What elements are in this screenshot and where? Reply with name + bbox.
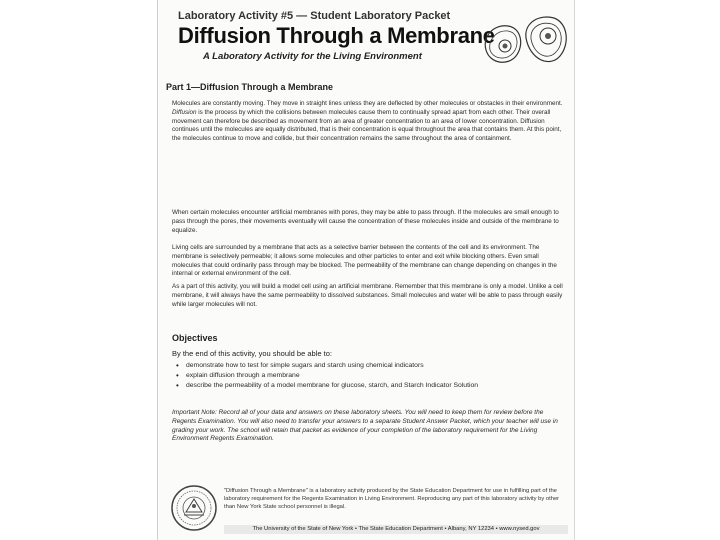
page-left-edge [157,0,158,540]
footer-credit: "Diffusion Through a Membrane" is a laboratory activity produced by the State Education Department for use in fulfilling part of the laboratory requirement for the Regents Examination in Living Environment. Reproducing any part of this laboratory activity by other than New York State school personnel is illegal. [224,488,560,510]
objectives-intro: By the end of this activity, you should be able to: [172,349,332,358]
objective-item: • demonstrate how to test for simple sugars and starch using chemical indicators [174,361,569,371]
packet-label: Laboratory Activity #5 — Student Laboratory Packet [178,10,451,22]
important-note: Important Note: Record all of your data and answers on these laboratory sheets. You will need to keep them for review before the Regents Examination. You will also need to transfer your answers to a separate Student Answer Packet, which your teacher will use in grading your work. The school will retain that packet as evidence of your completion of the laboratory requirement for the Living Environment Regents Examination. [172,409,558,443]
paragraph-membranes: When certain molecules encounter artificial membranes with pores, they may be able to pass through. If the molecules are small enough to pass through the pores, their movements eventually will cause the concentration of these molecules inside and outside of the membrane to equalize. [172,209,559,234]
footer-address-bar: The University of the State of New York • The State Education Department • Albany, NY 12234 • www.nysed.gov [224,525,568,534]
diffusion-term: Diffusion [172,108,197,116]
objectives-list [174,361,569,391]
paragraph-diffusion: Molecules are constantly moving. They move in straight lines unless they are deflected by other molecules or obstacles in their environment. Diffusion is the process by which the collisions between molecules cause them to continually spread apart from each other. Their overall movement can therefore be described as movement from an area of greater concentration to an area of lower concentration. Diffusion continues until the molecules are equally distributed, that is their concentration is equal throughout the area that contains them. At this point, the molecules continue to move and collide, but their concentration remains the same throughout the area of containment. [172,100,563,143]
paragraph-model-cell: As a part of this activity, you will build a model cell using an artificial membrane. Remember that this membrane is only a model. Unlike a cell membrane, it will always have the same permeability to dissolved substances. Small molecules and water will be able to pass through easily while larger molecules will not. [172,283,563,308]
document-subtitle: A Laboratory Activity for the Living Environment [203,51,422,62]
cell-drawing-left [485,26,520,62]
cell-illustration [478,10,570,75]
cell-drawing-right [526,17,566,62]
page-right-edge [574,0,575,540]
objective-item: • explain diffusion through a membrane [174,371,569,381]
objectives-heading: Objectives [172,333,218,343]
state-seal-icon [170,484,218,532]
document-title: Diffusion Through a Membrane [178,23,495,48]
part1-heading: Part 1—Diffusion Through a Membrane [166,82,334,92]
objective-item: • describe the permeability of a model membrane for glucose, starch, and Starch Indicator Solution [174,381,569,391]
paragraph-living-cells: Living cells are surrounded by a membrane that acts as a selective barrier between the contents of the cell and its environment. The membrane is selectively permeable; it allows some molecules and other particles to enter and exit while blocking others. Even small molecules that could ordinarily pass through may be blocked. The permeability of the membrane can change depending on changes in the internal or external environment of the cell. [172,244,557,278]
